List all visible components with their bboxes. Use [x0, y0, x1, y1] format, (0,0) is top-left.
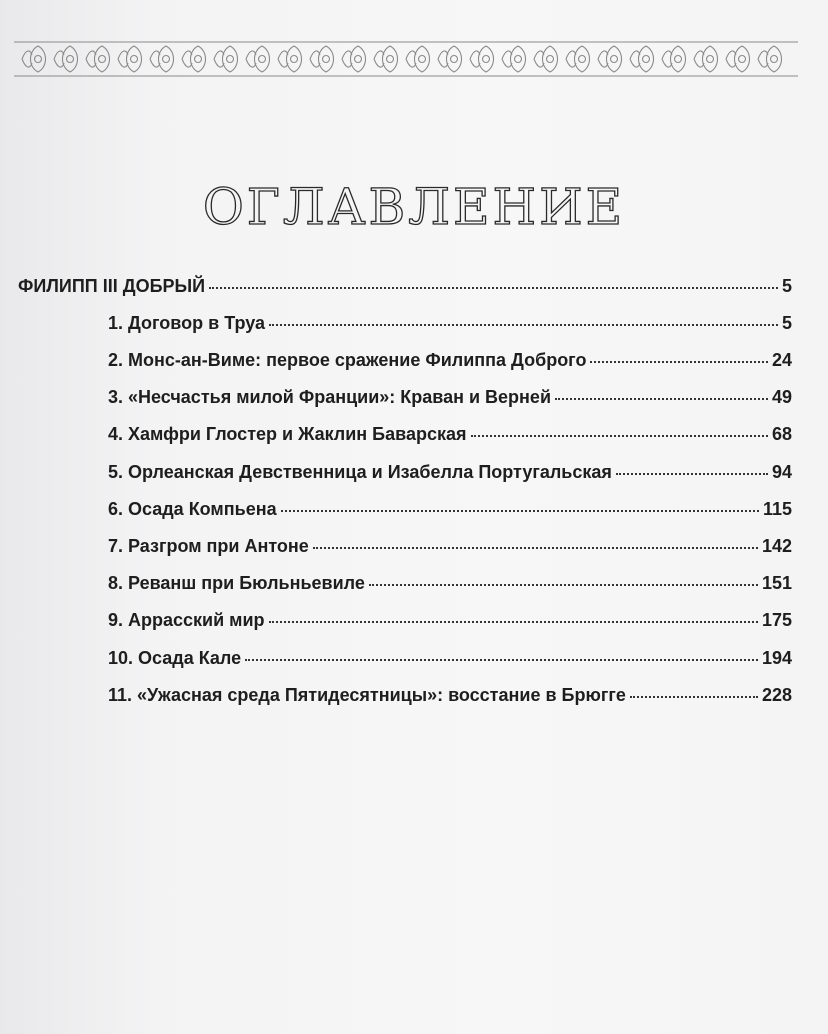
toc-entry-page: 5 [781, 313, 792, 333]
toc-entry-page: 228 [761, 685, 792, 705]
toc-entry-label: 1. Договор в Труа [108, 313, 266, 333]
toc-entry[interactable] [108, 424, 792, 454]
dot-leader [209, 287, 778, 289]
toc-entry[interactable] [108, 387, 792, 417]
dot-leader [630, 696, 758, 698]
toc-entry-label: 6. Осада Компьена [108, 499, 277, 519]
toc-entry-page: 151 [761, 573, 792, 593]
toc-entry-label: 9. Аррасский мир [108, 610, 265, 630]
toc-entry[interactable] [108, 462, 792, 492]
page-title: ОГЛАВЛЕНИЕ [202, 178, 626, 236]
toc-entry-page: 115 [762, 499, 792, 519]
dot-leader [555, 398, 768, 400]
dot-leader [471, 435, 768, 437]
dot-leader [313, 547, 758, 549]
toc-entry-label: ФИЛИПП III ДОБРЫЙ [18, 276, 206, 296]
toc-entry-page: 194 [761, 648, 792, 668]
dot-leader [616, 473, 768, 475]
dot-leader [245, 659, 758, 661]
toc-entry-page: 175 [761, 610, 792, 630]
dot-leader [369, 584, 758, 586]
toc-entry-part[interactable] [18, 276, 792, 306]
toc-entry-label: 10. Осада Кале [108, 648, 242, 668]
toc-entry-label: 5. Орлеанская Девственница и Изабелла Португальская [108, 462, 612, 482]
dot-leader [269, 621, 758, 623]
toc-entry-label: 11. «Ужасная среда Пятидесятницы»: восстание в Брюгге [108, 685, 626, 705]
dot-leader [269, 324, 778, 326]
toc-entry[interactable] [108, 499, 792, 529]
toc-entry-page: 142 [761, 536, 792, 556]
toc-entry-label: 8. Реванш при Бюльньевиле [108, 573, 365, 593]
toc-entry-page: 68 [771, 424, 792, 444]
toc-entry[interactable] [108, 610, 792, 640]
toc-entry-page: 49 [771, 387, 792, 407]
toc-entry[interactable] [108, 536, 792, 566]
toc-entry[interactable] [108, 573, 792, 603]
toc-entry[interactable] [108, 350, 792, 380]
toc-entry-label: 3. «Несчастья милой Франции»: Краван и Верней [108, 387, 552, 407]
toc-entry[interactable] [108, 313, 792, 343]
toc-entry[interactable] [108, 685, 792, 715]
dot-leader [281, 510, 759, 512]
toc-entry-label: 2. Монс-ан-Виме: первое сражение Филиппа Доброго [108, 350, 587, 370]
toc-entry-page: 5 [781, 276, 792, 296]
toc-entry-label: 4. Хамфри Глостер и Жаклин Баварская [108, 424, 467, 444]
toc-entry-page: 94 [771, 462, 792, 482]
toc-entry[interactable] [108, 648, 792, 678]
toc-entry-page: 24 [771, 350, 792, 370]
ornamental-border [14, 40, 798, 78]
toc-entry-label: 7. Разгром при Антоне [108, 536, 309, 556]
dot-leader [590, 361, 768, 363]
